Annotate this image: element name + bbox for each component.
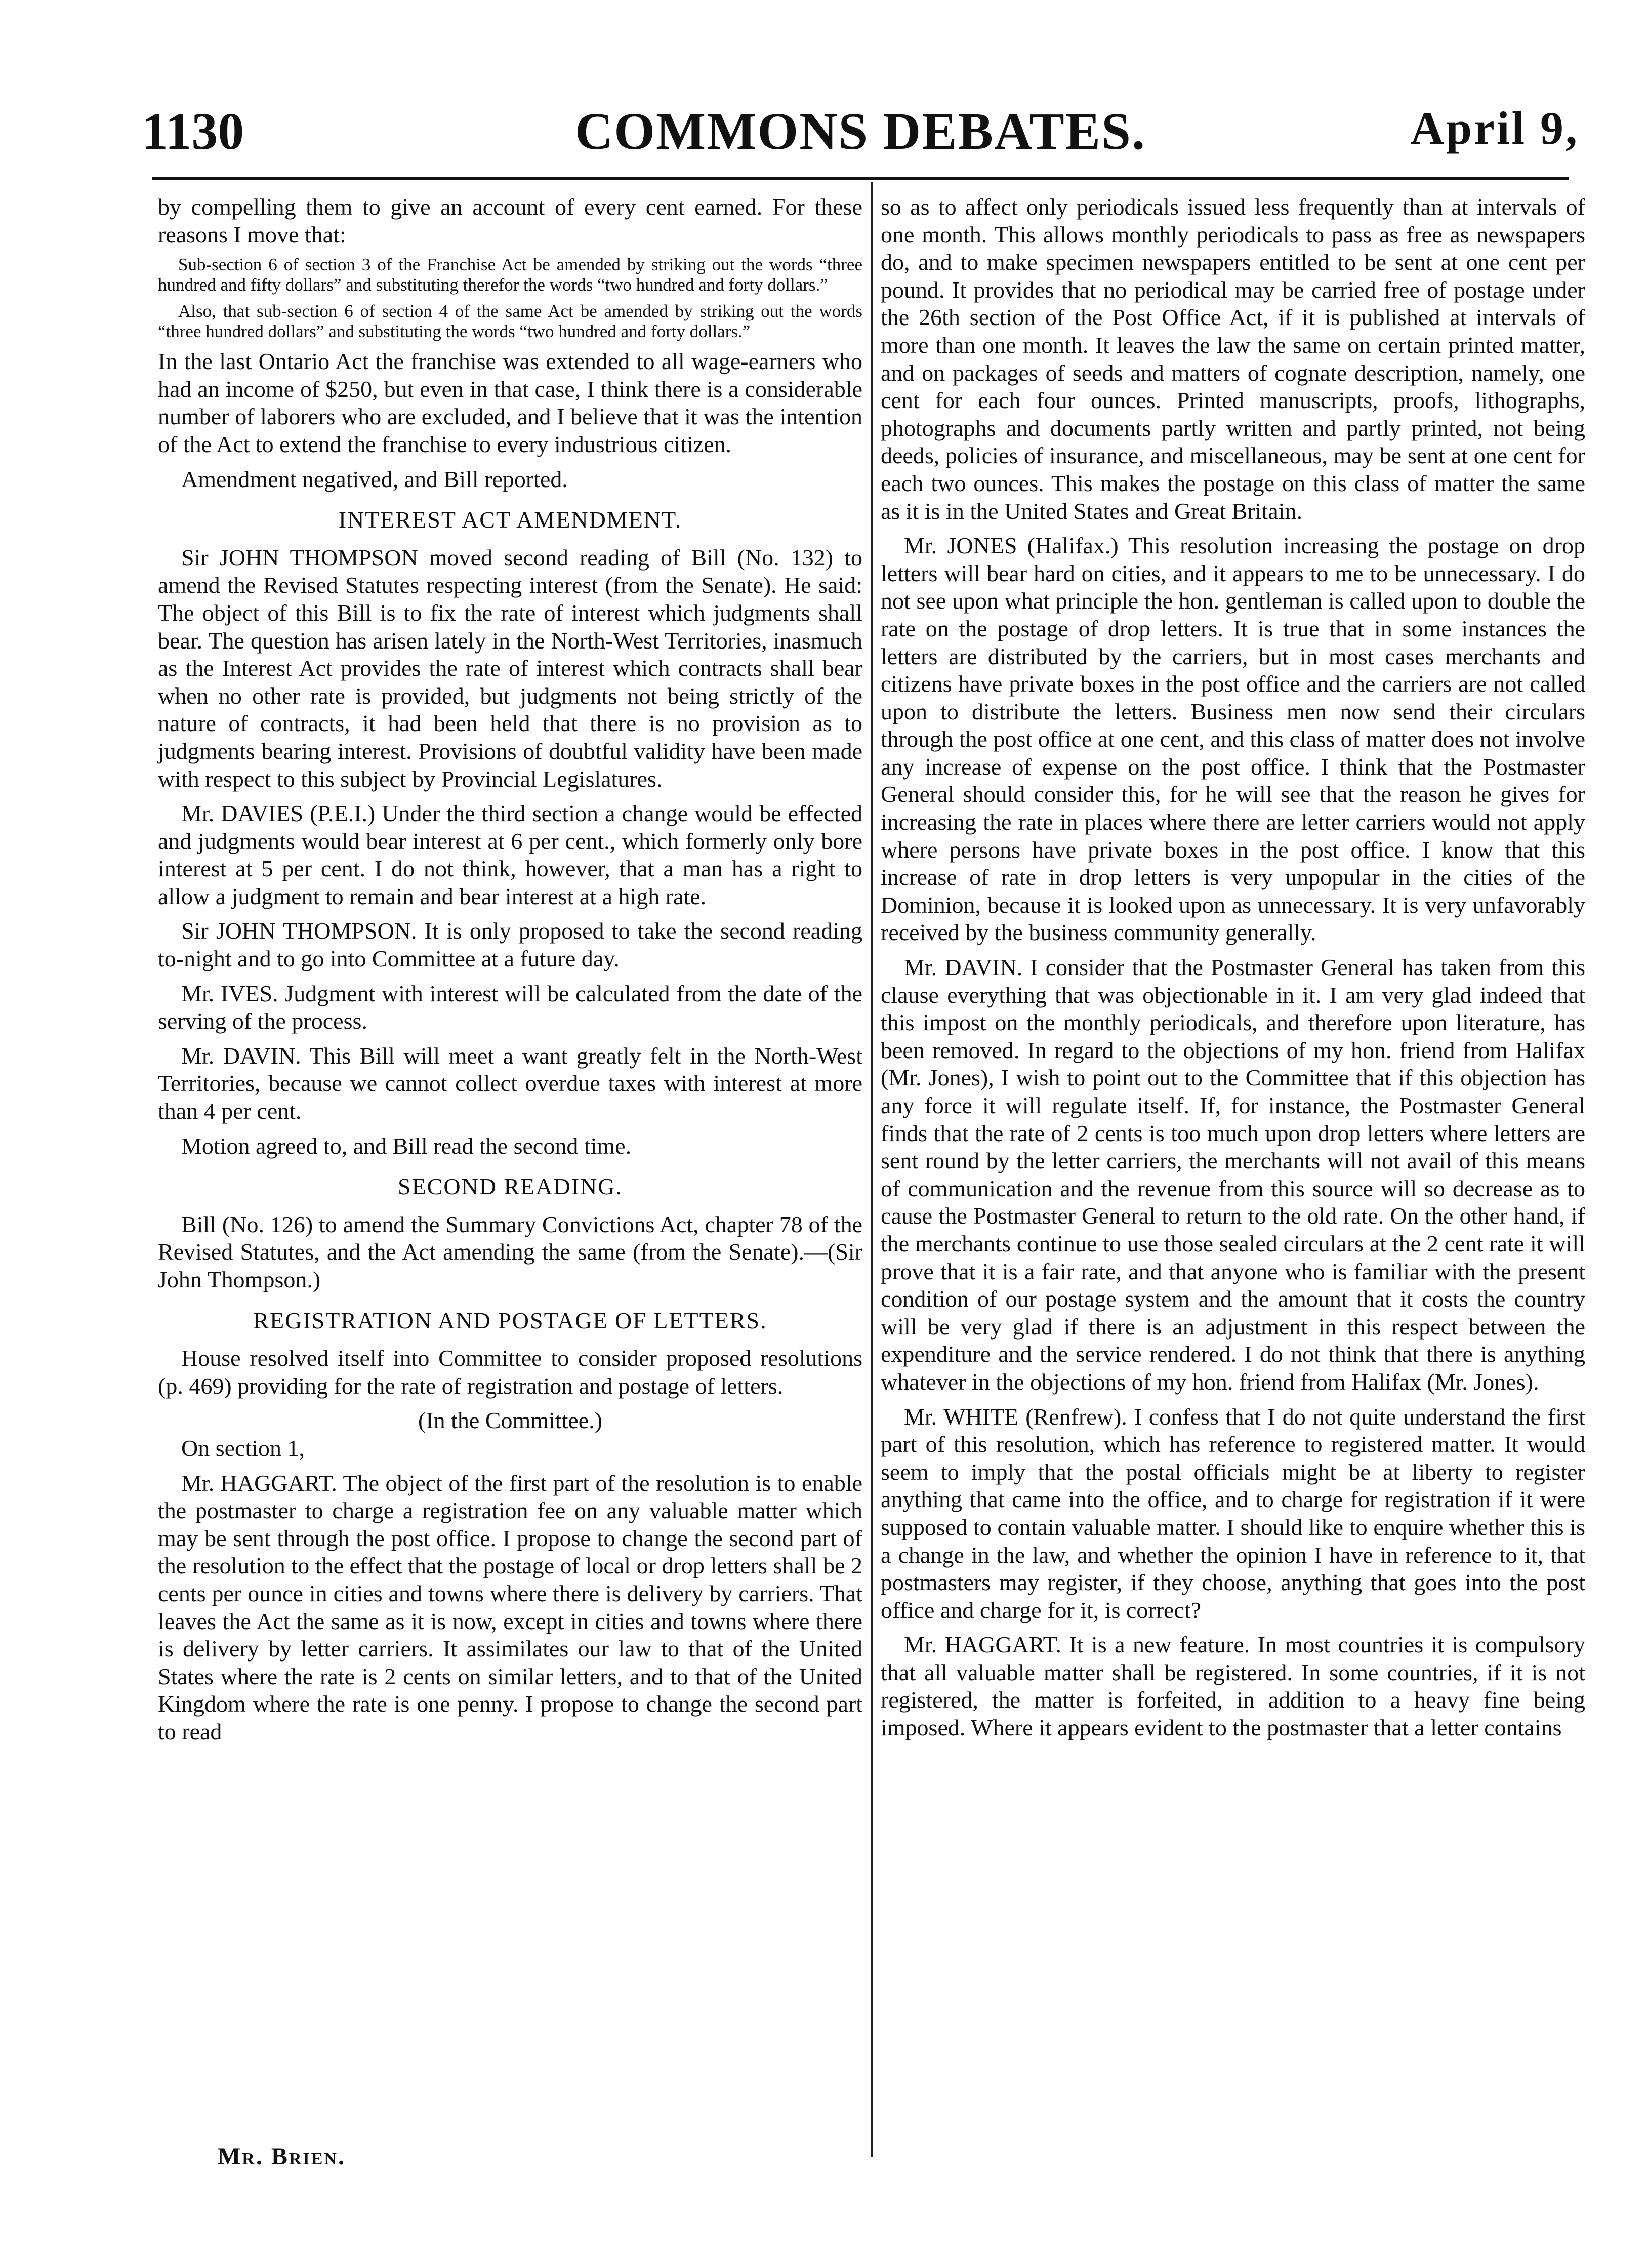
paragraph: Mr. HAGGART. The object of the first part of the resolution is to enable the postmaster to charge a registration fee on any valuable matter which may be sent through the post office. I propose to change the second part of the resolution to the effect that the postage of local or drop letters shall be 2 cents per ounce in cities and towns where there is delivery by carriers. That leaves the Act the same as it is now, except in cities and towns where there is delivery by letter carriers. It assimilates our law to that of the United States where the rate is 2 cents on similar letters, and to that of the United Kingdom where the rate is one penny. I propose to change the second part to read bbox=[158, 1470, 862, 1745]
paragraph: Sir JOHN THOMPSON. It is only proposed to take the second reading to-night and to go into Committee at a future day. bbox=[158, 918, 862, 972]
paragraph: by compelling them to give an account of every cent earned. For these reasons I move that: bbox=[158, 194, 862, 248]
paragraph: Mr. DAVIES (P.E.I.) Under the third section a change would be effected and judgments would bear interest at 6 per cent., which formerly only bore interest at 5 per cent. I do not think, however, that a man has a right to allow a judgment to remain and bear interest at a high rate. bbox=[158, 800, 862, 909]
paragraph: Mr. HAGGART. It is a new feature. In most countries it is compulsory that all valuable matter shall be registered. In some countries, if it is not registered, the matter is forfeited, in addition to a heavy fine being imposed. Where it appears evident to the postmaster that a letter contains bbox=[881, 1632, 1585, 1741]
paragraph: On section 1, bbox=[181, 1435, 305, 1461]
paragraph: Mr. DAVIN. This Bill will meet a want greatly felt in the North-West Territories, because we cannot collect overdue taxes with interest at more than 4 per cent. bbox=[158, 1042, 862, 1124]
paragraph: Mr. WHITE (Renfrew). I confess that I do not quite understand the first part of this resolution, which has reference to registered matter. It would seem to imply that the postal officials might be at liberty to register anything that came into the office, and to charge for registration if it were supposed to contain valuable matter. I should like to enquire whether this is a change in the law, and whether the opinion I have in reference to it, that postmasters may register, if they choose, anything that goes into the post office and charge for it, is correct? bbox=[881, 1403, 1585, 1623]
section-heading: INTEREST ACT AMENDMENT. bbox=[338, 507, 682, 533]
paragraph: Mr. IVES. Judgment with interest will be calculated from the date of the serving of the process. bbox=[158, 980, 862, 1034]
quoted-motion: Also, that sub-section 6 of section 4 of the same Act be amended by striking out the words “three hundred dollars” and substituting the words “two hundred and forty dollars.” bbox=[158, 301, 862, 342]
page-header bbox=[142, 101, 1579, 172]
page-date: April 9, bbox=[1410, 102, 1579, 154]
quoted-motion: Sub-section 6 of section 3 of the Franchise Act be amended by striking out the words “three hundred and fifty dollars” and substituting therefor the words “two hundred and forty dollars.” bbox=[158, 255, 862, 295]
paragraph: Bill (No. 126) to amend the Summary Convictions Act, chapter 78 of the Revised Statutes, and the Act amending the same (from the Senate).—(Sir John Thompson.) bbox=[158, 1211, 862, 1292]
page-title: COMMONS DEBATES. bbox=[575, 102, 1146, 160]
paragraph: Mr. JONES (Halifax.) This resolution increasing the postage on drop letters will bear hard on cities, and it appears to me to be unnecessary. I do not see upon what principle the hon. gentleman is called upon to double the rate on the postage of drop letters. It is true that in some instances the letters are distributed by the carriers, but in most cases merchants and citizens have private boxes in the post office and the carriers are not called upon to distribute the letters. Business men now send their circulars through the post office at one cent, and this class of matter does not involve any increase of expense on the post office. I think that the Postmaster General should consider this, for he will see that the reason he gives for increasing the rate in places where there are letter carriers would not apply where persons have private boxes in the post office. I know that this increase of rate in drop letters is very unpopular in the cities of the Dominion, because it is looked upon as unnecessary. It is very unfavorably received by the business community generally. bbox=[881, 533, 1585, 946]
header-rule bbox=[152, 177, 1569, 180]
section-heading: SECOND READING. bbox=[398, 1173, 623, 1200]
footer-speaker-name: Mr. Brien. bbox=[218, 2143, 346, 2170]
paragraph: Sir JOHN THOMPSON moved second reading of Bill (No. 132) to amend the Revised Statutes respecting interest (from the Senate). He said: The object of this Bill is to fix the rate of interest which judgments shall bear. The question has arisen lately in the North-West Territories, inasmuch as the Interest Act provides the rate of interest which contracts shall bear when no other rate is provided, but judgments not being strictly of the nature of contracts, it had been held that there is no provision as to judgments bearing interest. Provisions of doubtful validity have been made with respect to this subject by Provincial Legislatures. bbox=[158, 544, 862, 792]
paragraph: Motion agreed to, and Bill read the second time. bbox=[181, 1132, 632, 1159]
left-column bbox=[158, 193, 862, 1746]
page-number: 1130 bbox=[142, 102, 244, 160]
column-divider bbox=[871, 182, 873, 2157]
section-heading: REGISTRATION AND POSTAGE OF LETTERS. bbox=[253, 1307, 767, 1333]
paragraph: In the last Ontario Act the franchise was extended to all wage-earners who had an income of $250, but even in that case, I think there is a considerable number of laborers who are excluded, and I believe that it was the intention of the Act to extend the franchise to every industrious citizen. bbox=[158, 348, 862, 457]
paragraph: Mr. DAVIN. I consider that the Postmaster General has taken from this clause everything that was objectionable in it. I am very glad indeed that this impost on the monthly periodicals, and therefore upon literature, has been removed. In regard to the objections of my hon. friend from Halifax (Mr. Jones), I wish to point out to the Committee that if this objection has any force it will regulate itself. If, for instance, the Postmaster General finds that the rate of 2 cents is too much upon drop letters where letters are sent round by the letter carriers, the merchants will not avail of this means of communication and the revenue from this source will so decrease as to cause the Postmaster General to return to the old rate. On the other hand, if the merchants continue to use those sealed circulars at the 2 cent rate it will prove that it is a fair rate, and that anyone who is familiar with the present condition of our postage system and the amount that it costs the country will be very glad if there is an adjustment in this respect between the expenditure and the service rendered. I do not think that there is anything whatever in the objections of my hon. friend from Halifax (Mr. Jones). bbox=[881, 954, 1585, 1395]
right-column bbox=[881, 193, 1585, 1742]
paragraph: Amendment negatived, and Bill reported. bbox=[181, 466, 568, 492]
paragraph: so as to affect only periodicals issued less frequently than at intervals of one month. This allows monthly periodicals to pass as free as newspapers do, and to make specimen newspapers entitled to be sent at one cent per pound. It provides that no periodical may be carried free of postage under the 26th section of the Post Office Act, if it is published at intervals of more than one month. It leaves the law the same on certain printed matter, and on packages of seeds and matters of cognate description, namely, one cent for each four ounces. Printed manuscripts, proofs, lithographs, photographs and documents partly written and partly printed, not being deeds, policies of insurance, and miscellaneous, may be sent at one cent for each two ounces. This makes the postage on this class of matter the same as it is in the United States and Great Britain. bbox=[881, 194, 1585, 524]
paragraph: House resolved itself into Committee to consider proposed resolutions (p. 469) providing for the rate of registration and postage of letters. bbox=[158, 1345, 862, 1399]
committee-note: (In the Committee.) bbox=[418, 1407, 603, 1434]
